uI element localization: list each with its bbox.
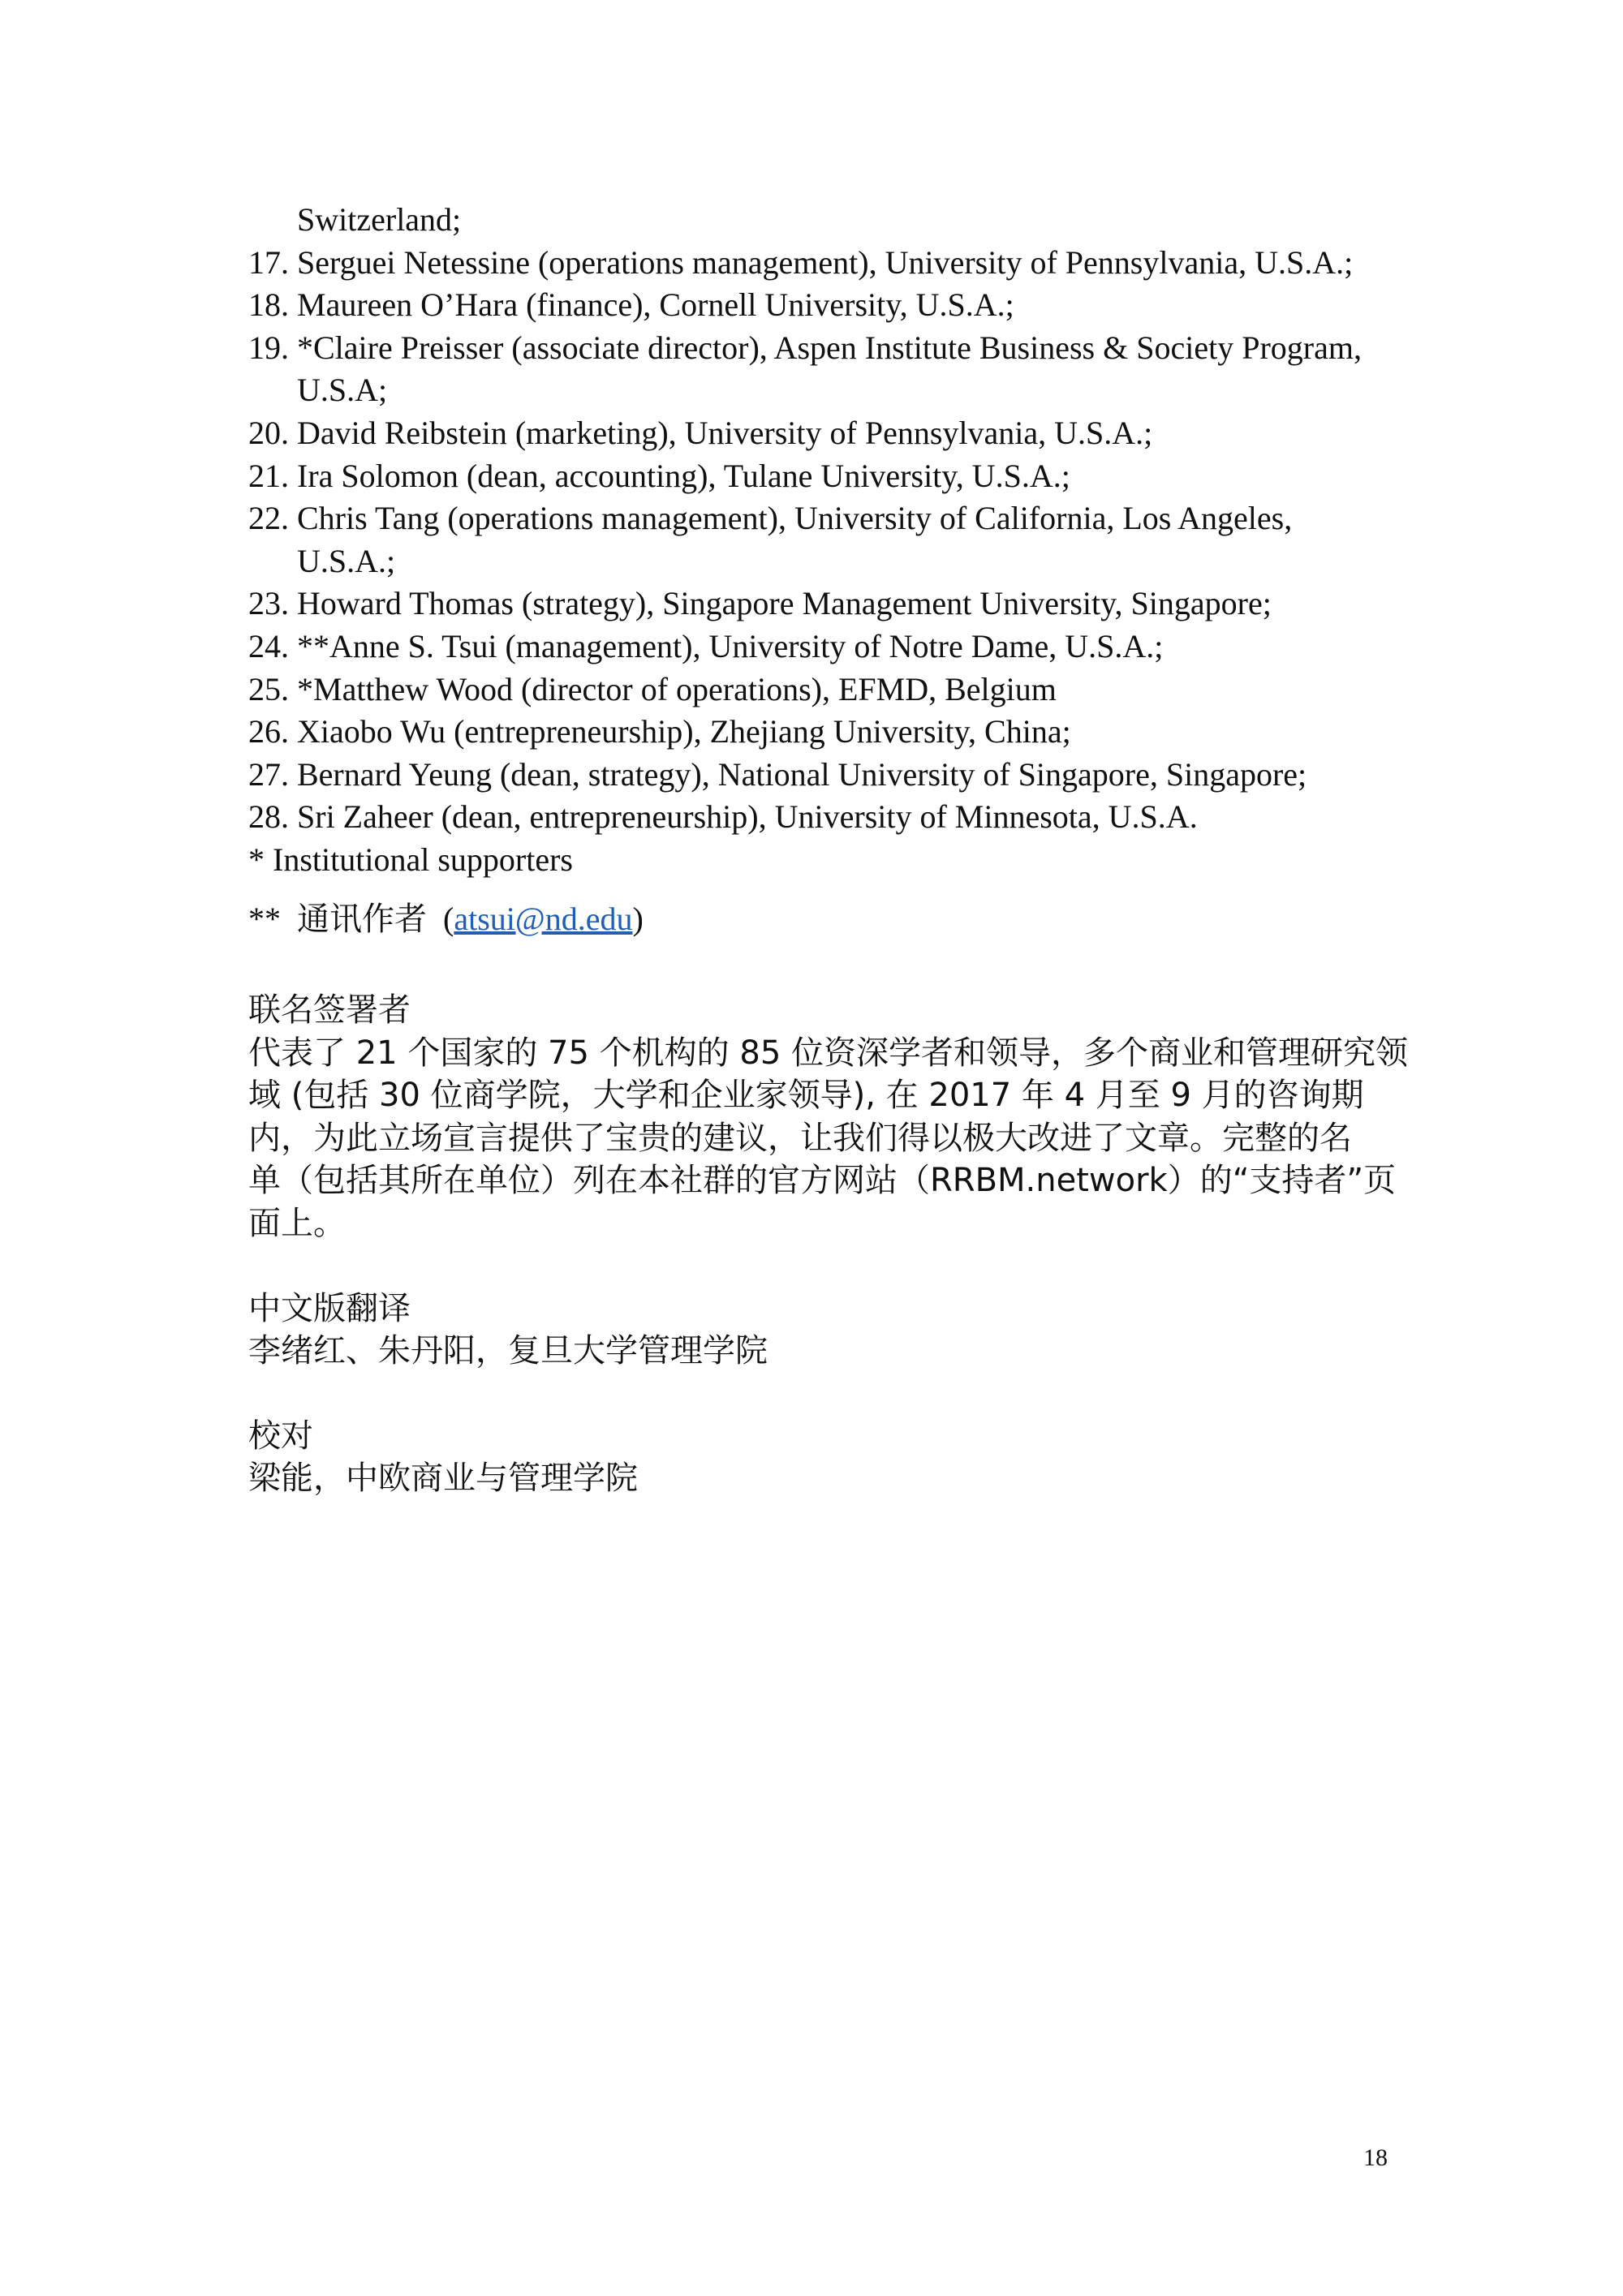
section-heading: 联名签署者	[248, 991, 411, 1030]
list-item-text-cont: U.S.A;	[297, 372, 388, 409]
paragraph-line: 代表了 21 个国家的 75 个机构的 85 位资深学者和领导，多个商业和管理研究领	[248, 1034, 1408, 1072]
list-item-number: 19.	[248, 329, 289, 366]
list-item-text: Chris Tang (operations management), University of California, Los Angeles,	[297, 500, 1293, 537]
list-item	[248, 583, 1401, 626]
paragraph-line: 面上。	[248, 1205, 346, 1243]
list-item-number: 18.	[248, 286, 289, 324]
list-item-text: **Anne S. Tsui (management), University of Notre Dame, U.S.A.;	[297, 627, 1164, 664]
list-item	[248, 242, 1401, 285]
list-item-text: Bernard Yeung (dean, strategy), National University of Singapore, Singapore;	[297, 755, 1307, 793]
translation-section	[248, 1288, 1401, 1373]
list-item-number: 26.	[248, 713, 289, 750]
list-item-text: Sri Zaheer (dean, entrepreneurship), University of Minnesota, U.S.A.	[297, 798, 1198, 836]
list-item-text: Maureen O’Hara (finance), Cornell University, U.S.A.;	[297, 286, 1014, 324]
email-open-paren: (	[443, 900, 454, 937]
list-item-number: 27.	[248, 755, 289, 793]
list-item	[248, 327, 1401, 412]
list-item-number: 17.	[248, 243, 289, 281]
cosigners-section	[248, 989, 1408, 1245]
list-item-number: 25.	[248, 670, 289, 707]
list-item-number: 23.	[248, 585, 289, 622]
list-item	[248, 754, 1401, 797]
list-item-number: 22.	[248, 500, 289, 537]
section-heading: 中文版翻译	[248, 1289, 411, 1327]
section-heading: 校对	[248, 1417, 313, 1455]
list-item	[248, 796, 1401, 839]
list-item-text: *Matthew Wood (director of operations), EFMD, Belgium	[297, 670, 1057, 707]
list-item-text: Serguei Netessine (operations management), University of Pennsylvania, U.S.A.;	[297, 243, 1354, 281]
list-item-text: *Claire Preisser (associate director), Aspen Institute Business & Society Program,	[297, 329, 1362, 366]
paragraph-line: 单（包括其所在单位）列在本社群的官方网站（RRBM.network）的“支持者”页	[248, 1162, 1397, 1200]
list-item-text: Howard Thomas (strategy), Singapore Management University, Singapore;	[297, 585, 1272, 622]
list-item-number: 20.	[248, 414, 289, 451]
page-number: 18	[1363, 2144, 1388, 2171]
paragraph-line: 内，为此立场宣言提供了宝贵的建议，让我们得以极大改进了文章。完整的名	[248, 1119, 1352, 1157]
list-item-number: 28.	[248, 798, 289, 836]
corresponding-author-label: 通讯作者	[297, 900, 427, 938]
list-item-number: 21.	[248, 457, 289, 494]
cosigners-paragraph	[248, 1032, 1408, 1245]
list-item-text: Xiaobo Wu (entrepreneurship), Zhejiang University, China;	[297, 713, 1071, 750]
corresponding-author-marker: **	[248, 900, 281, 937]
proofreader: 梁能，中欧商业与管理学院	[248, 1460, 638, 1498]
list-item	[248, 284, 1401, 327]
email-link[interactable]: atsui@nd.edu	[454, 900, 633, 937]
email-close-paren: )	[632, 900, 644, 937]
proofreading-section	[248, 1415, 1401, 1500]
list-item-number: 24.	[248, 627, 289, 664]
translators: 李绪红、朱丹阳，复旦大学管理学院	[248, 1332, 768, 1370]
institutional-supporters-footnote: * Institutional supporters	[248, 841, 573, 878]
list-item	[248, 412, 1401, 455]
list-item	[248, 626, 1401, 669]
page-content	[248, 199, 1408, 1500]
list-item	[248, 711, 1401, 754]
list-item	[248, 455, 1401, 498]
list-item	[248, 497, 1401, 583]
list-item-text-cont: U.S.A.;	[297, 542, 396, 579]
list-item	[248, 669, 1401, 712]
paragraph-line: 域 (包括 30 位商学院，大学和企业家领导), 在 2017 年 4 月至 9 月的咨询期	[248, 1077, 1364, 1115]
list-item-text: David Reibstein (marketing), University of Pennsylvania, U.S.A.;	[297, 414, 1153, 451]
list-item-text: Ira Solomon (dean, accounting), Tulane University, U.S.A.;	[297, 457, 1070, 494]
list-item-continuation: Switzerland;	[297, 201, 462, 238]
signer-list	[248, 242, 1401, 839]
corresponding-author-note	[248, 898, 1401, 941]
